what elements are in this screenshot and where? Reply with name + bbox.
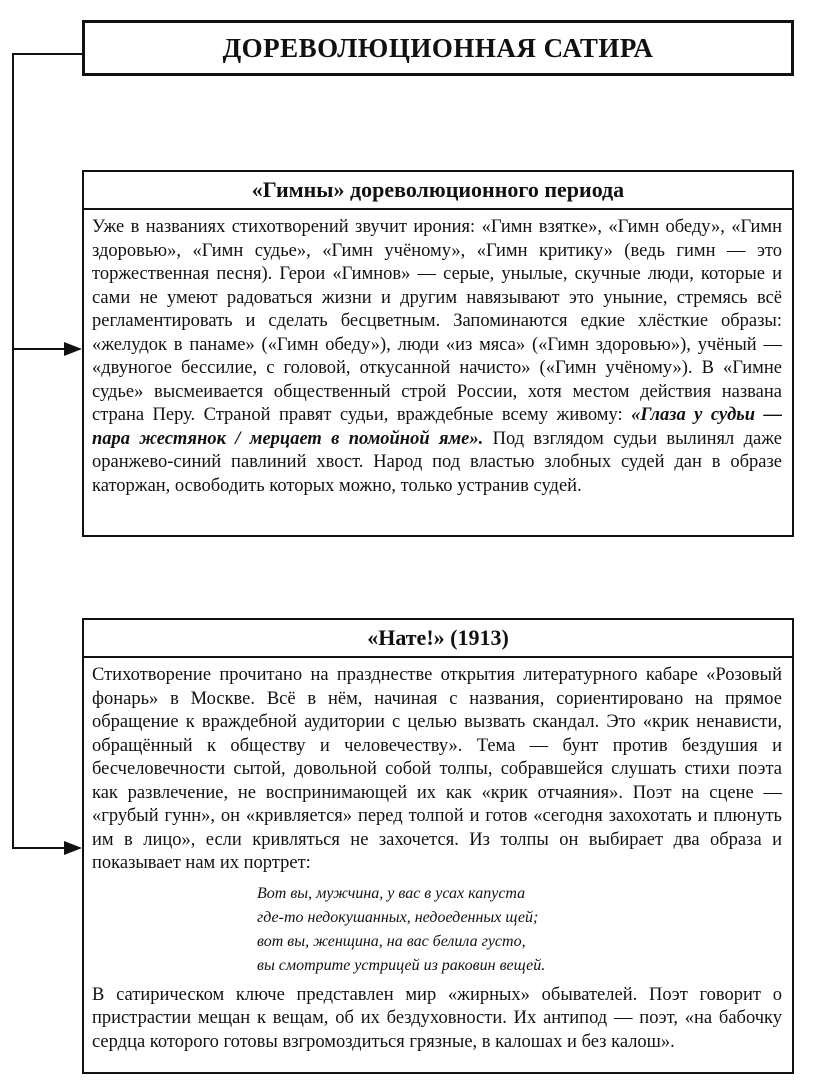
section-heading: «Гимны» дореволюционного периода <box>84 172 792 210</box>
section-nate <box>82 618 794 1074</box>
connector-vertical <box>12 53 14 849</box>
connector-branch-2 <box>12 847 66 849</box>
verse-line: где-то недокушанных, недоеденных щей; <box>257 908 539 926</box>
poem-quote <box>257 882 782 978</box>
connector-top <box>12 53 84 55</box>
quote-text: «Глаза у судьи — пара жестянок / мерцает в помойной яме». <box>92 405 782 449</box>
title-box <box>82 20 794 76</box>
section-body <box>84 658 792 1058</box>
paragraph-text: Стихотворение прочитано на празднестве открытия литературного кабаре «Розовый фонарь» в Москве. Всё в нём, начиная с названия, сориентировано на прямое обращение к враждебной аудитории с целью вызвать скандал. Это «крик ненависти, обращённый к обществу и человечеству». Тема — бунт против бездушия и бесчеловечности сытой, довольной собой толпы, собравшейся слушать стихи поэта как развлечение, не воспринимающей их как «крик отчаяния». Поэт на сцене — «грубый гунн», он «кривляется» перед толпой и готов «сегодня захохотать и плюнуть им в лицо», если кривляться не захочется. Из толпы он выбирает два образа и показывает нам их портрет: <box>92 665 782 873</box>
page-title: ДОРЕВОЛЮЦИОННАЯ САТИРА <box>222 32 654 63</box>
section-hymns <box>82 170 794 537</box>
section-paragraph <box>92 216 782 498</box>
section-heading: «Нате!» (1913) <box>84 620 792 658</box>
connector-branch-1 <box>12 348 66 350</box>
arrow-icon <box>64 841 82 855</box>
verse-line: вы смотрите устрицей из раковин вещей. <box>257 956 546 974</box>
paragraph-text: Уже в названиях стихотворений звучит ирония: «Гимн взятке», «Гимн обеду», «Гимн здоровью», «Гимн судье», «Гимн учёному», «Гимн критику» (ведь гимн — это торжественная песня). Герои «Гимнов» — серые, унылые, скучные люди, которые и сами не умеют радоваться жизни и другим навязывают это уныние, стремясь всё регламентировать и сделать бесцветным. Запоминаются едкие хлёсткие образы: «желудок в панаме» («Гимн обеду»), люди «из мяса» («Гимн здоровью»), учёный — «двуногое бессилие, с головой, откусанной начисто» («Гимн учёному»). В «Гимне судье» высмеивается общественный строй России, хотя местом действия названа страна Перу. Страной правят судьи, враждебные всему живому: <box>92 217 782 425</box>
arrow-icon <box>64 342 82 356</box>
paragraph-text: В сатирическом ключе представлен мир «жирных» обывателей. Поэт говорит о пристрастии мещан к вещам, об их бездуховности. Их антипод — поэт, «на бабочку сердца которого готовы взгромоздиться грязные, в калошах и без калош». <box>92 984 782 1052</box>
section-body <box>84 210 792 502</box>
verse-line: вот вы, женщина, на вас белила густо, <box>257 932 526 950</box>
verse-line: Вот вы, мужчина, у вас в усах капуста <box>257 884 526 902</box>
paragraph-text: Под взглядом судьи вылинял даже оранжево-синий павлиний хвост. Народ под властью злобных судей дан в образе каторжан, освободить которых можно, только устранив судей. <box>92 428 782 496</box>
